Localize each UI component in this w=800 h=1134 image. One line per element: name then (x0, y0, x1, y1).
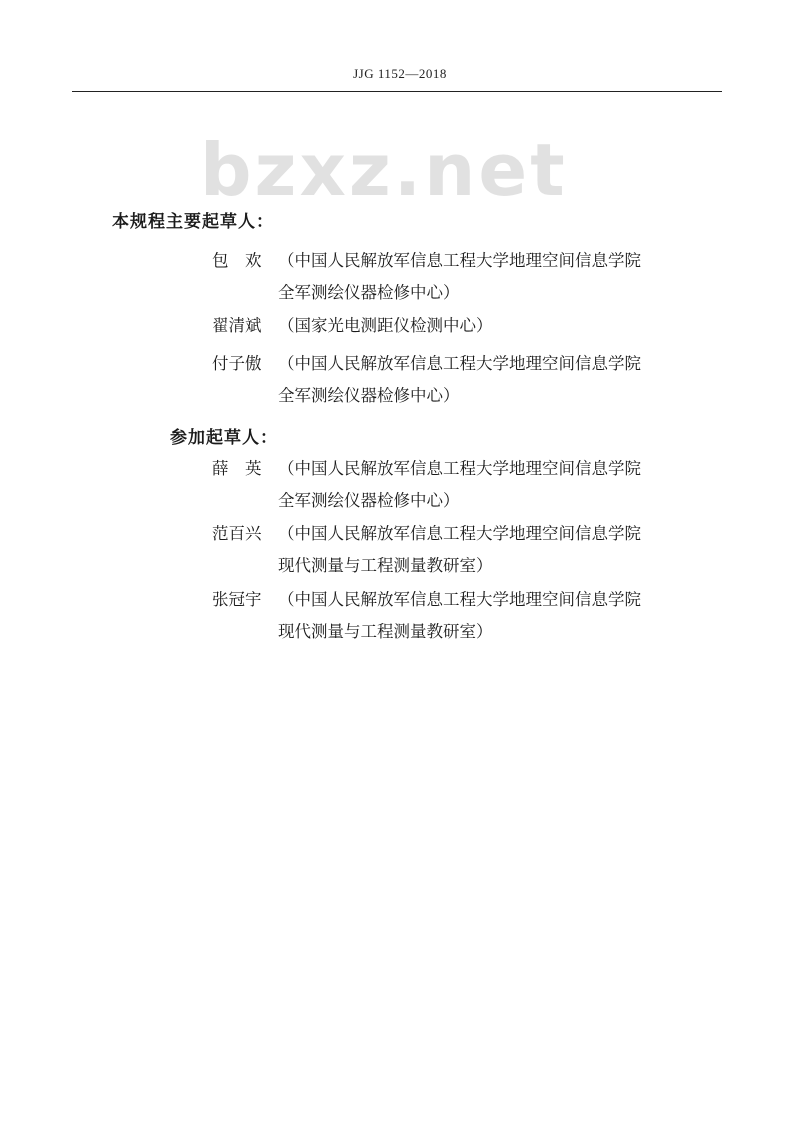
drafter-affiliation: （中国人民解放军信息工程大学地理空间信息学院 (278, 524, 641, 543)
drafter-name: 范百兴 (212, 524, 262, 543)
drafter-affiliation-continued: 全军测绘仪器检修中心） (278, 283, 460, 302)
drafter-affiliation: （中国人民解放军信息工程大学地理空间信息学院 (278, 354, 641, 373)
drafter-name: 包 欢 (212, 251, 262, 270)
drafter-name: 张冠宇 (212, 590, 262, 609)
drafter-name: 薛 英 (212, 459, 262, 478)
drafter-entry (212, 310, 712, 342)
drafter-entry (212, 348, 712, 412)
drafter-affiliation: （国家光电测距仪检测中心） (278, 316, 493, 335)
drafter-entry (212, 453, 712, 517)
standard-code-header: JJG 1152—2018 (353, 66, 447, 81)
drafter-entry (212, 584, 712, 648)
header-divider (72, 91, 722, 92)
drafter-affiliation-continued: 现代测量与工程测量教研室） (278, 622, 493, 641)
drafter-affiliation-continued: 现代测量与工程测量教研室） (278, 556, 493, 575)
drafter-affiliation-continued: 全军测绘仪器检修中心） (278, 491, 460, 510)
drafter-affiliation: （中国人民解放军信息工程大学地理空间信息学院 (278, 590, 641, 609)
drafter-name: 付子傲 (212, 354, 262, 373)
drafter-entry (212, 518, 712, 582)
participating-drafters-title: 参加起草人： (170, 428, 278, 448)
drafter-affiliation: （中国人民解放军信息工程大学地理空间信息学院 (278, 251, 641, 270)
drafter-affiliation: （中国人民解放军信息工程大学地理空间信息学院 (278, 459, 641, 478)
drafter-entry (212, 245, 712, 309)
drafter-name: 翟清斌 (212, 316, 262, 335)
watermark: bzxz.net (200, 128, 568, 212)
drafter-affiliation-continued: 全军测绘仪器检修中心） (278, 386, 460, 405)
main-drafters-title: 本规程主要起草人： (112, 212, 274, 232)
